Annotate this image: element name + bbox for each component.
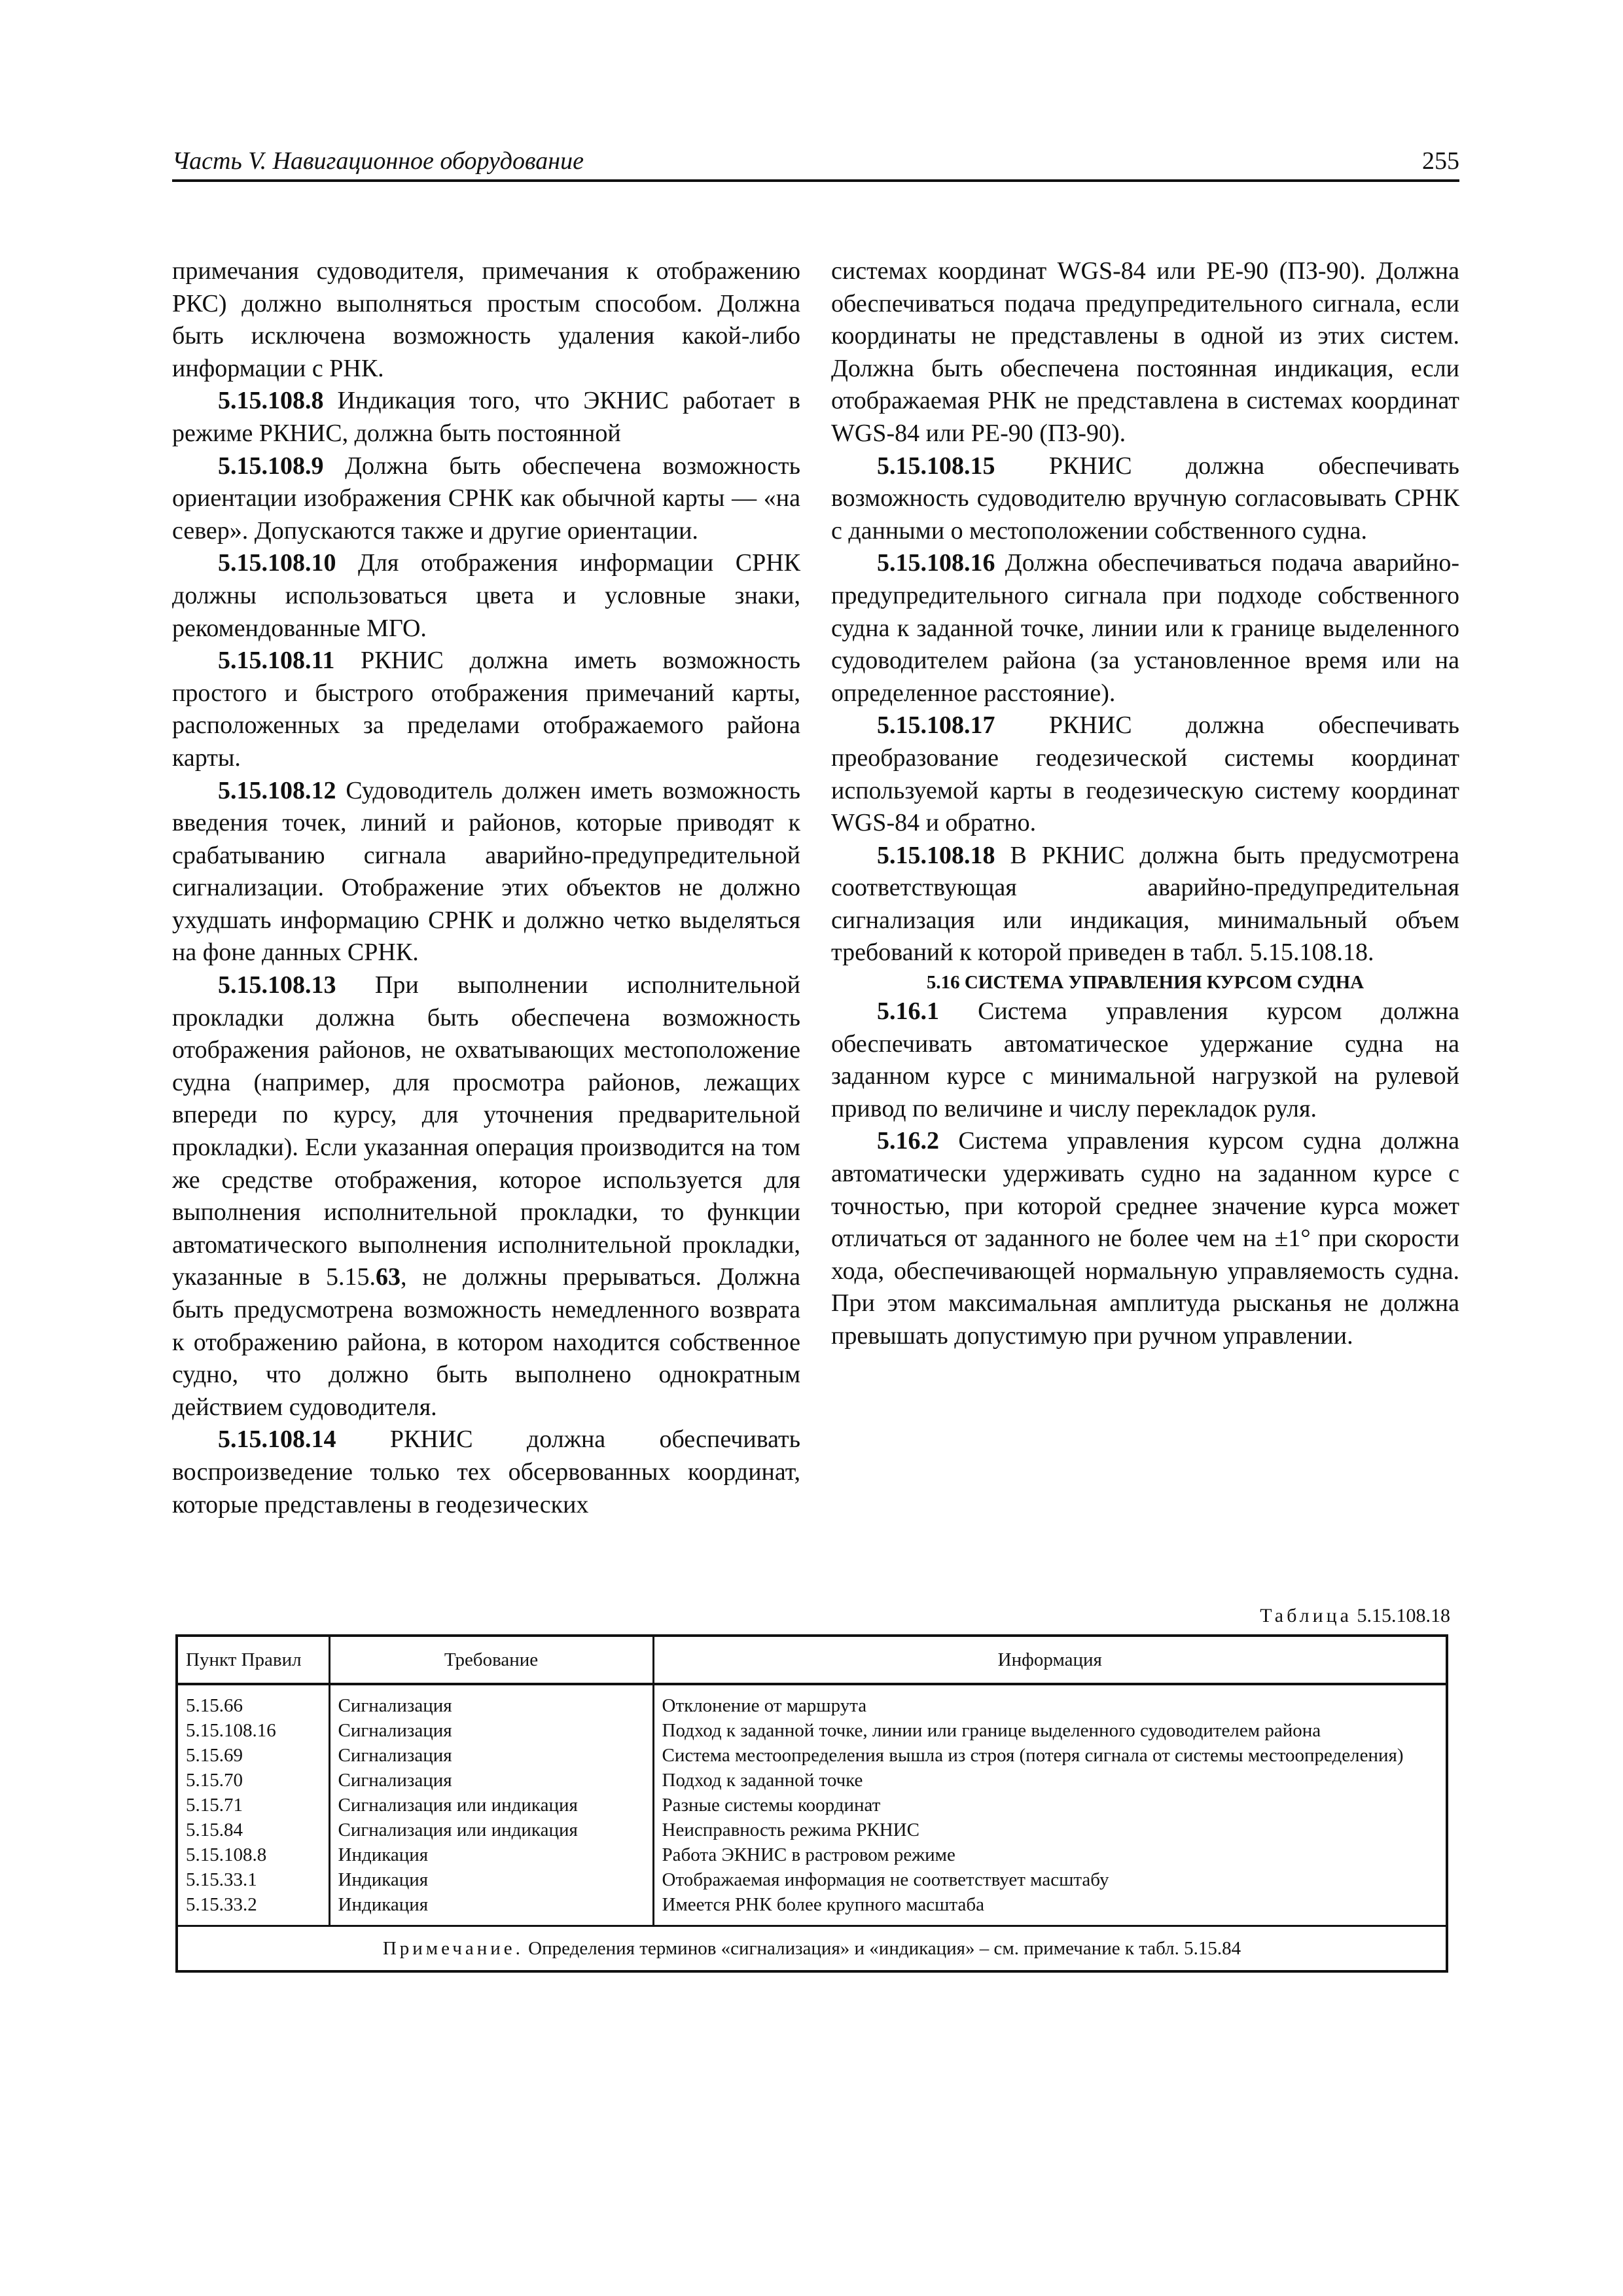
table-cell: 5.15.71 — [186, 1795, 243, 1816]
clause-text: Для отображения информации СРНК должны использоваться цвета и условные знаки, рекомендованные МГО. — [172, 549, 800, 642]
clause-text: Должна обеспечиваться подача аварийно-предупредительного сигнала при подходе собственного судна к заданной точке, линии или к границе выделенного судоводителем района (за установленное время или на определенное расстояние). — [831, 549, 1459, 707]
paragraph — [831, 709, 1459, 839]
table-cell: 5.15.69 — [186, 1745, 243, 1766]
clause-number: 5.16.2 — [877, 1127, 939, 1155]
table-cell: Работа ЭКНИС в растровом режиме — [653, 1842, 1447, 1867]
column-header: Информация — [653, 1636, 1447, 1684]
paragraph — [172, 450, 800, 548]
column-header: Требование — [329, 1636, 653, 1684]
clause-text: , не должны прерываться. Должна быть предусмотрена возможность немедленного возврата к отображению района, в котором находится собственное судно, что должно быть выполнено однократным действием судоводителя. — [172, 1263, 800, 1421]
table-cell: Индикация — [329, 1842, 653, 1867]
clause-number: 5.15.108.13 — [218, 971, 336, 999]
clause-text: РКНИС должна обеспечивать воспроизведение только тех обсервованных координат, которые представлены в геодезических — [172, 1426, 800, 1518]
table-cell: 5.15.108.16 — [186, 1720, 276, 1741]
table-header-row — [177, 1636, 1447, 1684]
paragraph — [831, 450, 1459, 548]
column-header: Пункт Правил — [177, 1636, 329, 1684]
requirements-table — [175, 1634, 1448, 1973]
section-heading: 5.16 СИСТЕМА УПРАВЛЕНИЯ КУРСОМ СУДНА — [926, 972, 1364, 994]
table-cell: Сигнализация — [329, 1743, 653, 1768]
table-caption — [831, 1605, 1450, 1627]
paragraph — [831, 840, 1459, 969]
page-number: 255 — [1422, 147, 1459, 175]
table-cell: Неисправность режима РКНИС — [653, 1818, 1447, 1842]
paragraph — [172, 1424, 800, 1521]
clause-number: 5.15.108.16 — [877, 549, 995, 577]
clause-text: Система управления курсом должна обеспечивать автоматическое удержание судна на заданном курсе с минимальной нагрузкой на рулевой привод по величине и числу перекладок руля. — [831, 997, 1459, 1122]
clause-text: РКНИС должна обеспечивать преобразование геодезической системы координат используемой карты в геодезическую систему координат WGS-84 и обратно. — [831, 711, 1459, 837]
table-row — [177, 1684, 1447, 1718]
table-row — [177, 1768, 1447, 1793]
table-cell: Индикация — [329, 1867, 653, 1892]
paragraph — [831, 1125, 1459, 1352]
clause-text: РКНИС должна обеспечивать возможность судоводителю вручную согласовывать СРНК с данными о местоположении собственного судна. — [831, 452, 1459, 545]
clause-number: 5.15.108.11 — [218, 647, 335, 675]
table-cell: Система местоопределения вышла из строя (потеря сигнала от системы местоопределения) — [653, 1743, 1447, 1768]
clause-reference: 63 — [376, 1263, 401, 1291]
clause-number: 5.15.108.8 — [218, 387, 324, 415]
table-row — [177, 1867, 1447, 1892]
table-cell: Сигнализация — [329, 1684, 653, 1718]
table-cell: Сигнализация — [329, 1718, 653, 1743]
right-column — [831, 255, 1459, 1353]
paragraph — [172, 385, 800, 450]
table-caption-word: Таблица — [1260, 1605, 1352, 1626]
table-note-text: Определения терминов «сигнализация» и «индикация» – см. примечание к табл. 5.15.84 — [523, 1938, 1241, 1959]
table-row — [177, 1842, 1447, 1867]
clause-text: Должна быть обеспечена возможность ориентации изображения СРНК как обычной карты — «на север». Допускаются также и другие ориентации. — [172, 452, 800, 545]
clause-text: Индикация того, что ЭКНИС работает в режиме РКНИС, должна быть постоянной — [172, 387, 800, 447]
table-cell: Сигнализация или индикация — [329, 1818, 653, 1842]
table-cell: Индикация — [329, 1892, 653, 1926]
clause-text: При выполнении исполнительной прокладки должна быть обеспечена возможность отображения районов, не охватывающих местоположение судна (например, для просмотра районов, лежащих впереди по курсу, для уточнения предварительной прокладки). Если указанная операция производится на том же средстве отображения, которое используется для выполнения исполнительной прокладки, то функции автоматического выполнения исполнительной прокладки, указанные в 5.15. — [172, 971, 800, 1291]
table-cell: Подход к заданной точке, линии или границе выделенного судоводителем района — [653, 1718, 1447, 1743]
clause-number: 5.15.108.9 — [218, 452, 324, 480]
clause-text: В РКНИС должна быть предусмотрена соответствующая аварийно-предупредительная сигнализация или индикация, минимальный объем требований к которой приведен в табл. 5.15.108.18. — [831, 841, 1459, 967]
table-row — [177, 1818, 1447, 1842]
clause-number: 5.15.108.17 — [877, 711, 995, 740]
table-cell: 5.15.84 — [186, 1820, 243, 1840]
table-note-row — [177, 1926, 1447, 1972]
paragraph — [172, 969, 800, 1424]
table-row — [177, 1793, 1447, 1818]
paragraph — [831, 996, 1459, 1125]
table-cell: Разные системы координат — [653, 1793, 1447, 1818]
clause-number: 5.15.108.12 — [218, 776, 336, 804]
table-note-label: Примечание. — [382, 1938, 524, 1959]
table-cell: Имеется РНК более крупного масштаба — [653, 1892, 1447, 1926]
table-note — [177, 1926, 1447, 1972]
clause-number: 5.15.108.15 — [877, 452, 995, 480]
table-cell: 5.15.66 — [186, 1695, 243, 1716]
paragraph — [172, 547, 800, 645]
clause-number: 5.15.108.14 — [218, 1426, 336, 1454]
paragraph: примечания судоводителя, примечания к отображению РКС) должно выполняться простым способом. Должна быть исключена возможность удаления какой-либо информации с РНК. — [172, 257, 800, 382]
table-cell: Отклонение от маршрута — [653, 1684, 1447, 1718]
clause-text: РКНИС должна иметь возможность простого и быстрого отображения примечаний карты, расположенных за пределами отображаемого района карты. — [172, 647, 800, 772]
paragraph — [172, 645, 800, 774]
running-header — [172, 145, 1459, 182]
table-cell: Подход к заданной точке — [653, 1768, 1447, 1793]
header-title: Часть V. Навигационное оборудование — [172, 147, 584, 175]
table-row — [177, 1743, 1447, 1768]
paragraph — [172, 775, 800, 970]
clause-text: Судоводитель должен иметь возможность введения точек, линий и районов, которые приводят к срабатыванию сигнала аварийно-предупредительной сигнализации. Отображение этих объектов не должно ухудшать информацию СРНК и должно четко выделяться на фоне данных СРНК. — [172, 776, 800, 967]
paragraph: системах координат WGS-84 или PE-90 (ПЗ-90). Должна обеспечиваться подача предупредительного сигнала, если координаты не представлены в одной из этих систем. Должна быть обеспечена постоянная индикация, если отображаемая РНК не представлена в системах координат WGS-84 или PE-90 (ПЗ-90). — [831, 257, 1459, 447]
clause-number: 5.15.108.10 — [218, 549, 336, 577]
clause-number: 5.15.108.18 — [877, 841, 995, 869]
table-cell: Сигнализация — [329, 1768, 653, 1793]
table-cell: 5.15.33.2 — [186, 1894, 257, 1915]
table-cell: Отображаемая информация не соответствует масштабу — [653, 1867, 1447, 1892]
table-row — [177, 1718, 1447, 1743]
table-cell: 5.15.70 — [186, 1770, 243, 1791]
clause-number: 5.16.1 — [877, 997, 939, 1026]
table-cell: 5.15.33.1 — [186, 1869, 257, 1890]
table-cell: Сигнализация или индикация — [329, 1793, 653, 1818]
table-row — [177, 1892, 1447, 1926]
table-cell: 5.15.108.8 — [186, 1844, 267, 1865]
clause-text: Система управления курсом судна должна автоматически удерживать судно на заданном курсе с точностью, при которой среднее значение курса может отличаться от заданного не более чем на ±1° при скорости хода, обеспечивающей нормальную управляемость судна. При этом максимальная амплитуда рысканья не должна превышать допустимую при ручном управлении. — [831, 1127, 1459, 1350]
paragraph — [831, 547, 1459, 709]
left-column — [172, 255, 800, 1521]
table-caption-number: 5.15.108.18 — [1352, 1605, 1450, 1626]
